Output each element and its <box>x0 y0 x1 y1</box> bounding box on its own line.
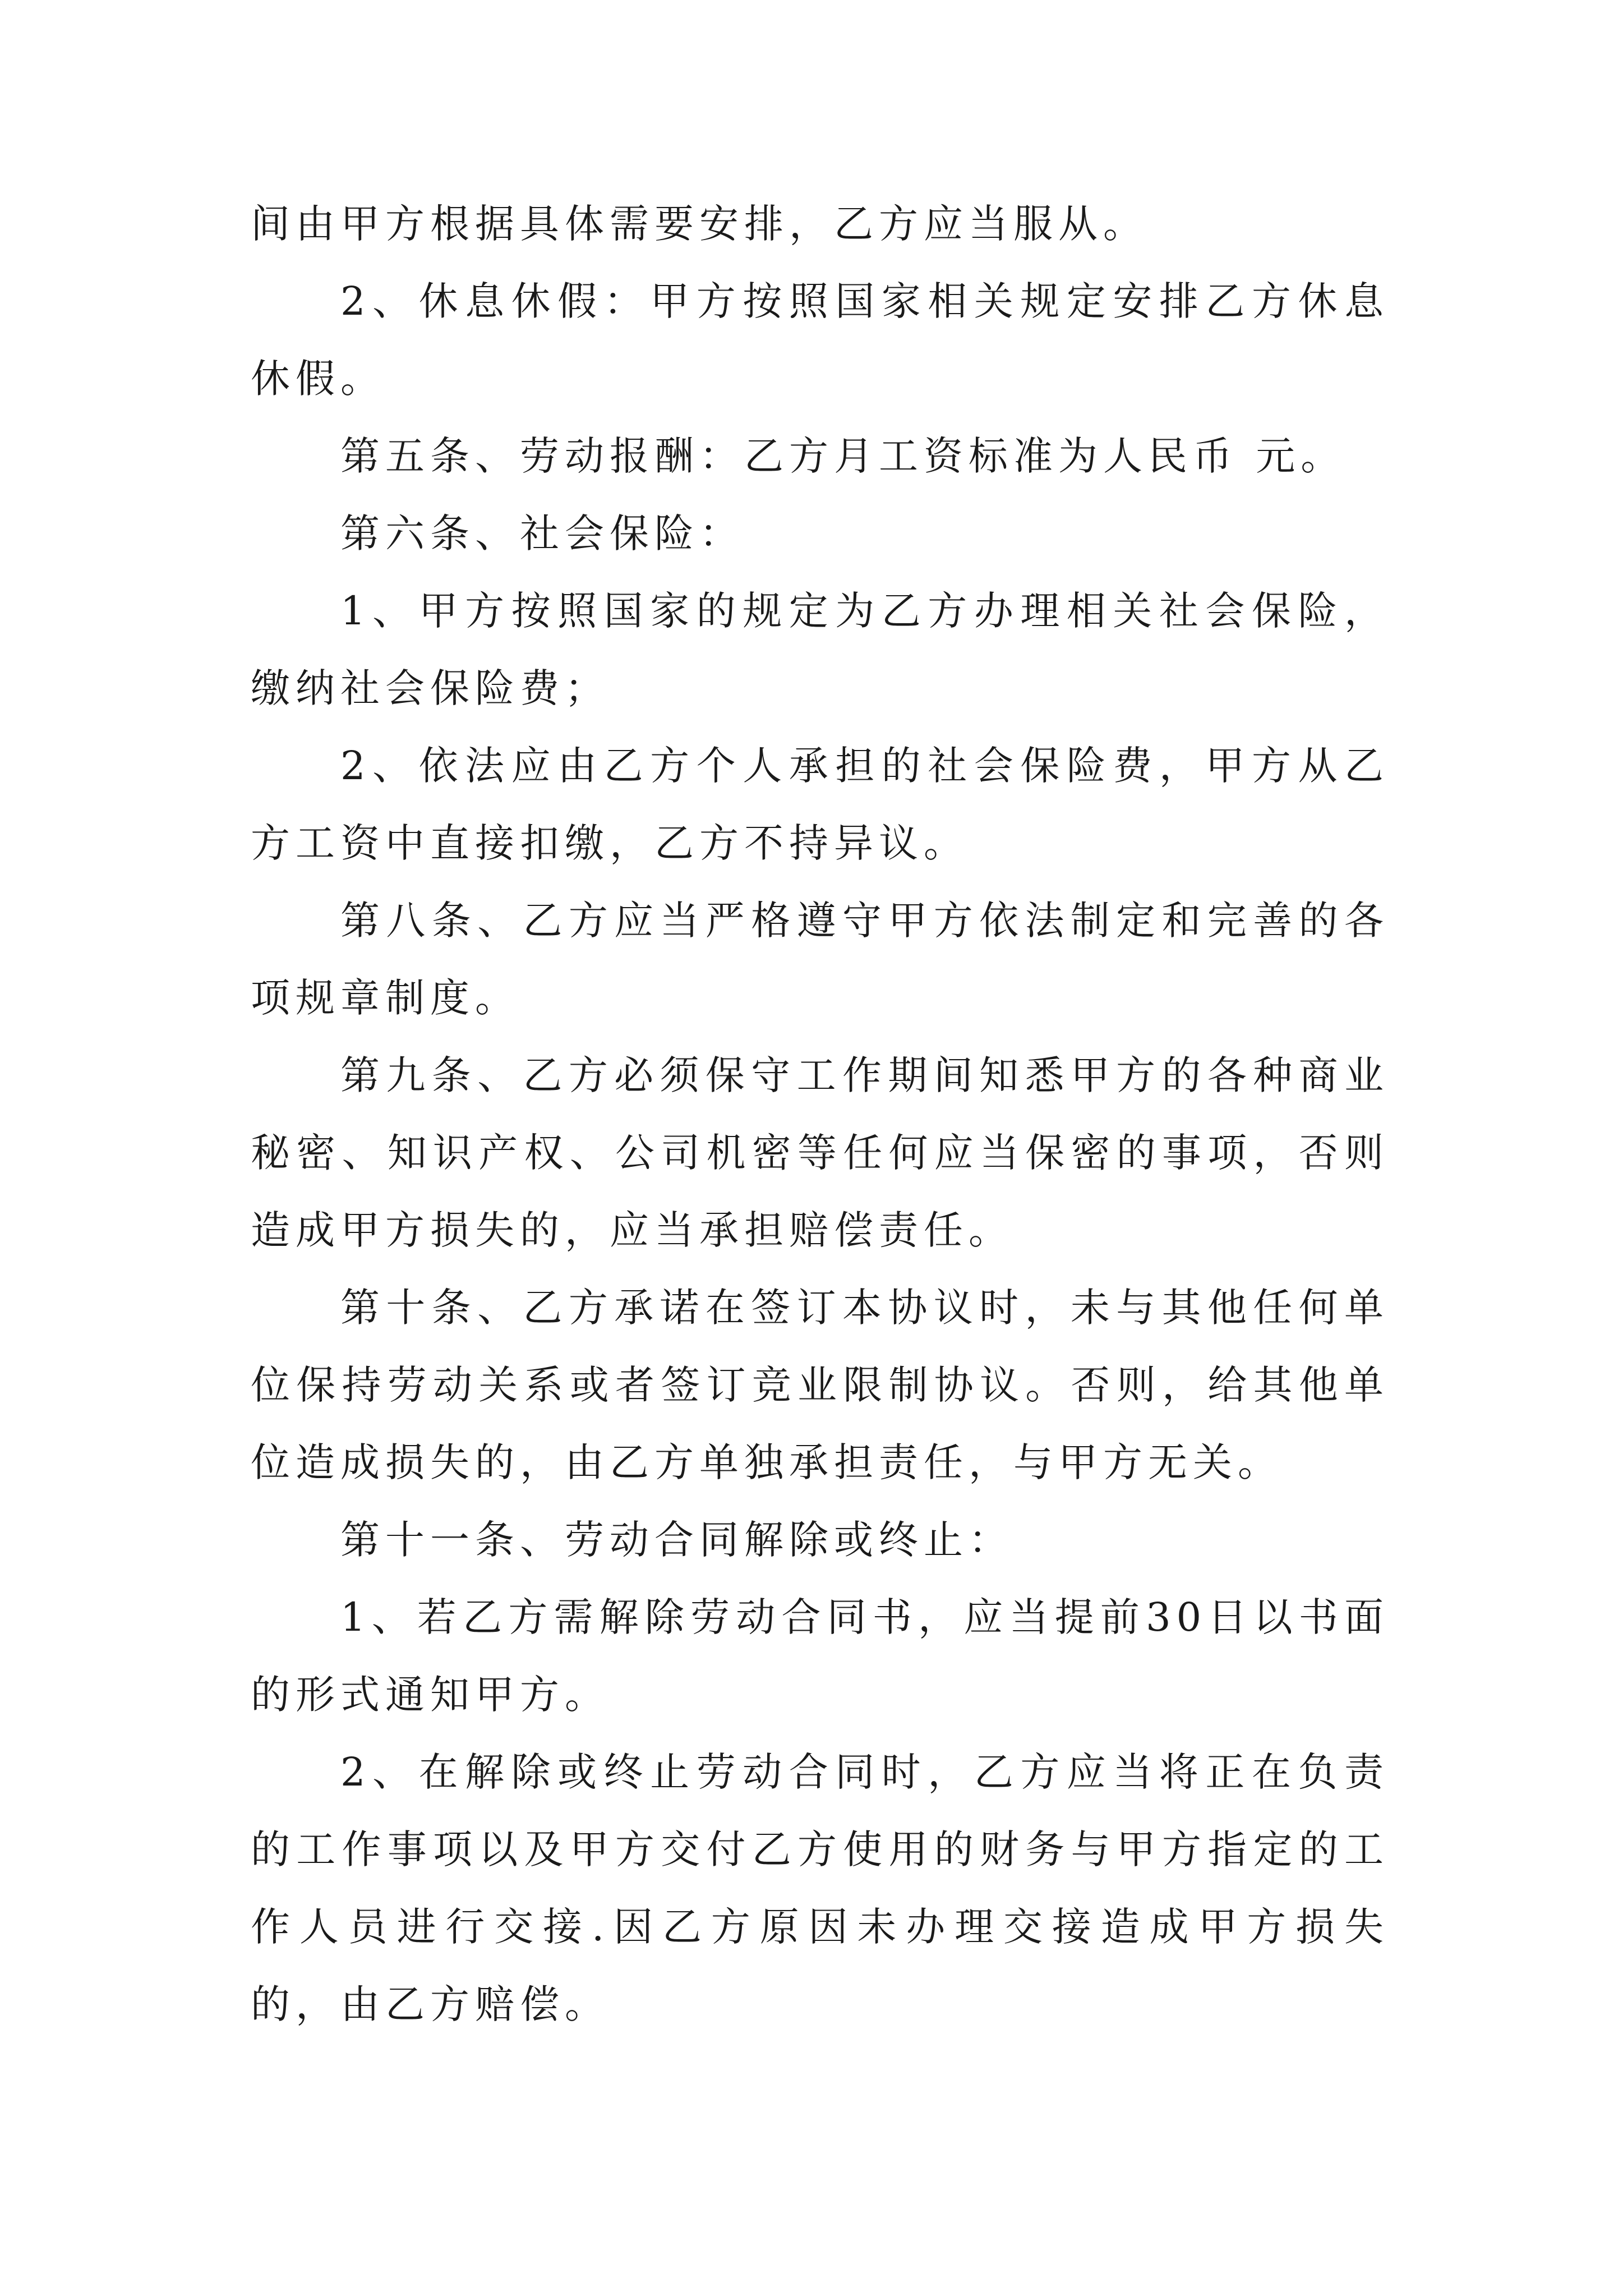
paragraph-continuation: 间由甲方根据具体需要安排，乙方应当服从。 <box>251 201 1148 247</box>
paragraph-article-6-item-2: 2、依法应由乙方个人承担的社会保险费，甲方从乙方工资中直接扣缴，乙方不持异议。 <box>251 743 1389 866</box>
paragraph-article-11-item-2: 2、在解除或终止劳动合同时，乙方应当将正在负责的工作事项以及甲方交付乙方使用的财务与甲方指定的工作人员进行交接.因乙方原因未办理交接造成甲方损失的，由乙方赔偿。 <box>251 1749 1389 2027</box>
paragraph-article-9: 第九条、乙方必须保守工作期间知悉甲方的各种商业秘密、知识产权、公司机密等任何应当保密的事项，否则造成甲方损失的，应当承担赔偿责任。 <box>251 1052 1389 1253</box>
paragraph-article-6: 第六条、社会保险： <box>340 510 744 556</box>
paragraph-article-11: 第十一条、劳动合同解除或终止： <box>340 1517 1013 1563</box>
paragraph-article-5: 第五条、劳动报酬：乙方月工资标准为人民币 元。 <box>340 433 1346 479</box>
document-body <box>251 185 1389 2043</box>
paragraph-article-6-item-1: 1、甲方按照国家的规定为乙方办理相关社会保险，缴纳社会保险费； <box>251 588 1389 711</box>
paragraph-article-10: 第十条、乙方承诺在签订本协议时，未与其他任何单位保持劳动关系或者签订竞业限制协议。否则，给其他单位造成损失的，由乙方单独承担责任，与甲方无关。 <box>251 1285 1389 1485</box>
paragraph-rest-leave: 2、休息休假：甲方按照国家相关规定安排乙方休息休假。 <box>251 278 1389 402</box>
paragraph-article-11-item-1: 1、若乙方需解除劳动合同书，应当提前30日以书面的形式通知甲方。 <box>251 1594 1389 1718</box>
paragraph-article-8: 第八条、乙方应当严格遵守甲方依法制定和完善的各项规章制度。 <box>251 898 1389 1021</box>
